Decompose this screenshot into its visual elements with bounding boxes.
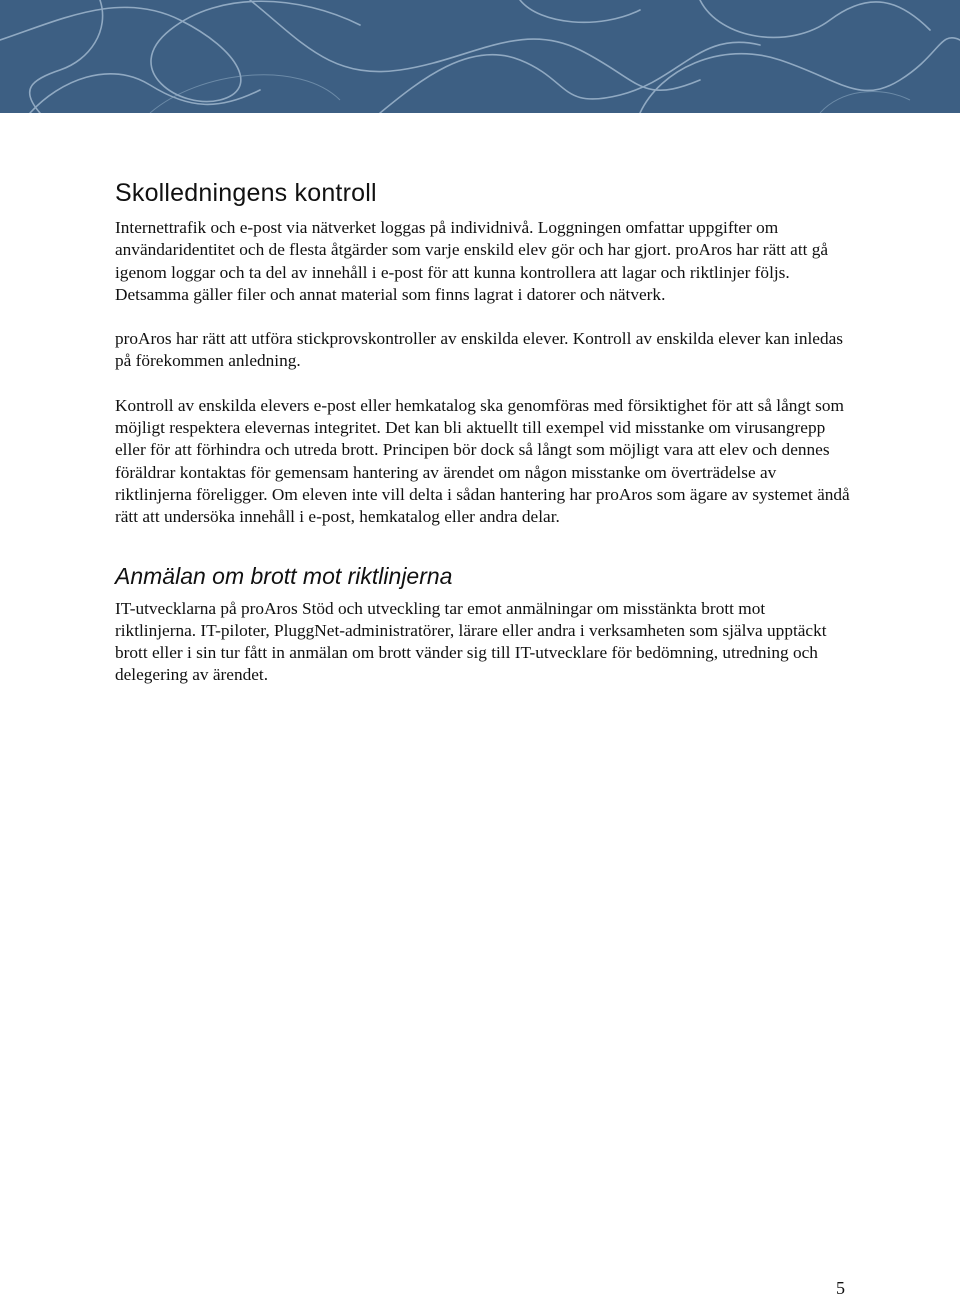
paragraph: Kontroll av enskilda elevers e-post eller hemkatalog ska genomföras med försiktighet för att så långt som möjligt respektera elevernas integritet. Det kan bli aktuellt till exempel vid misstanke om virusangrepp eller för att förhindra och utreda brott. Principen bör dock så långt som möjligt vara att elev och dennes föräldrar kontaktas för gemensam hantering av ärendet om någon misstanke om överträdelse av riktlinjerna föreligger. Om eleven inte vill delta i sådan hantering har proAros som ägare av systemet ändå rätt att undersöka innehåll i e-post, hemkatalog eller andra delar. (115, 395, 850, 527)
paragraph: Internettrafik och e-post via nätverket loggas på individnivå. Loggningen omfattar uppgifter om användaridentitet och de flesta åtgärder som varje enskild elev gör och har gjort. proAros har rätt att gå igenom loggar och ta del av innehåll i e-post för att kunna kontrollera att lagar och riktlinjer följs. Detsamma gäller filer och annat material som finns lagrat i datorer och nätverk. (115, 218, 829, 304)
paragraph: IT-utvecklarna på proAros Stöd och utveckling tar emot anmälningar om misstänkta brott mot riktlinjerna. IT-piloter, PluggNet-administratörer, lärare eller andra i verksamheten som själva upptäckt brott eller i sin tur fått in anmälan om brott vänder sig till IT-utvecklare för bedömning, utredning och delegering av ärendet. (115, 598, 827, 685)
section-title-anmalan: Anmälan om brott mot riktlinjerna (115, 562, 453, 589)
section-title-skolledningens-kontroll: Skolledningens kontroll (115, 179, 377, 207)
document-body (115, 178, 850, 709)
header-banner (0, 0, 960, 113)
paragraph: proAros har rätt att utföra stickprovskontroller av enskilda elever. Kontroll av enskilda elever kan inledas på förekommen anledning. (115, 329, 843, 371)
decorative-line-art (0, 0, 960, 113)
page-number: 5 (836, 1278, 845, 1298)
